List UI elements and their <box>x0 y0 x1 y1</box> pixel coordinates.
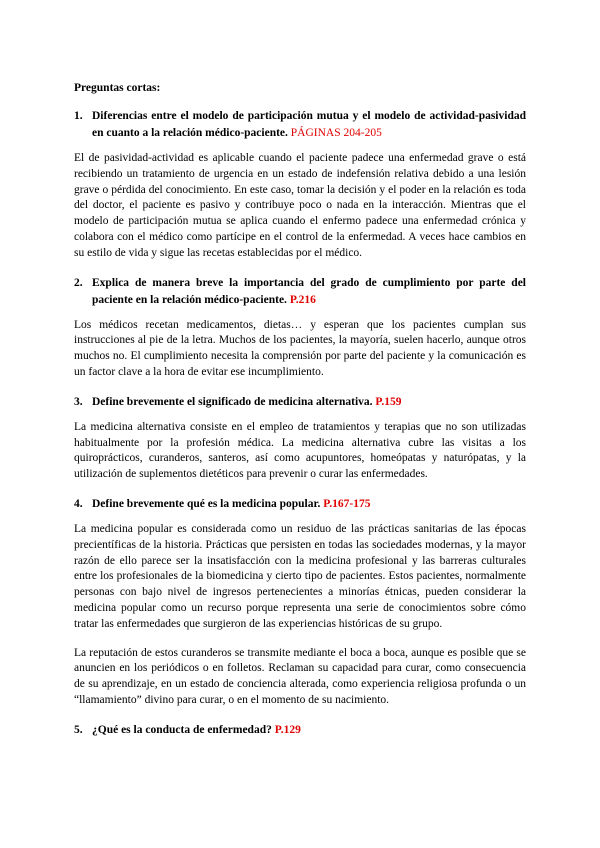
question-text <box>92 496 526 513</box>
page-reference: P.129 <box>274 723 301 736</box>
question-1 <box>74 108 526 142</box>
answer-1-paragraph: El de pasividad-actividad es aplicable cuando el paciente padece una enfermedad grave o está recibiendo un tratamiento de urgencia en un estado de indefensión relativa debido a una lesión grave o pérdida del conocimiento. En este caso, tomar la decisión y el poder en la relación es toda del doctor, el paciente es pasivo y contribuye poco o nada en la interacción. Mientras que el modelo de participación mutua se aplica cuando el enfermo padece una enfermedad crónica y colabora con el médico como partícipe en el control de la enfermedad. A veces hace cambios en su estilo de vida y sigue las recetas establecidas por el médico. <box>74 152 526 259</box>
answer-4-paragraph-1: La medicina popular es considerada como un residuo de las prácticas sanitarias de las épocas precientíficas de la historia. Prácticas que persisten en todas las sociedades modernas, y la mayor razón de ello parece ser la insatisfacción con la medicina profesional y las barreras culturales entre los profesionales de la biomedicina y cierto tipo de pacientes. Estos pacientes, normalmente personas con bajo nivel de ingresos pertenecientes a minorías étnicas, pueden considerar la medicina popular como un recurso porque representa una serie de conocimientos sobre cómo tratar las enfermedades que surgieron de las experiencias históricas de su grupo. <box>74 522 526 630</box>
question-5 <box>74 722 526 739</box>
question-text <box>92 275 526 309</box>
question-number: 2. <box>74 276 83 289</box>
question-text <box>92 394 526 411</box>
section-heading: Preguntas cortas: <box>74 82 161 94</box>
question-3-text: Define brevemente el significado de medicina alternativa. <box>92 395 373 408</box>
answer-3-paragraph: La medicina alternativa consiste en el empleo de tratamientos y terapias que no son utilizadas habitualmente por la profesión médica. La medicina alternativa cubre las visitas a los quiroprácticos, curanderos, santeros, así como acupuntores, homeópatas y naturópatas, y la utilización de suplementos dietéticos para prevenir o curar las enfermedades. <box>74 420 526 481</box>
page-reference: PÁGINAS 204-205 <box>290 127 382 139</box>
question-text <box>92 722 526 739</box>
question-1-text: Diferencias entre el modelo de participación mutua y el modelo de actividad-pasividad en cuanto a la relación médico-paciente. <box>92 110 526 139</box>
question-3 <box>74 394 526 411</box>
question-number: 3. <box>74 395 83 408</box>
answer-4-paragraph-2: La reputación de estos curanderos se transmite mediante el boca a boca, aunque es posible que se anuncien en los periódicos o en folletos. Reclaman su capacidad para curar, como consecuencia de su aprendizaje, en un estado de conciencia alterada, como experiencia religiosa profunda o un “llamamiento” divino para curar, o en el momento de su nacimiento. <box>74 646 526 706</box>
question-4 <box>74 496 526 513</box>
answer-2-paragraph: Los médicos recetan medicamentos, dietas… y esperan que los pacientes cumplan sus instrucciones al pie de la letra. Muchos de los pacientes, la mayoría, suelen hacerlo, aunque otros muchos no. El cumplimiento necesita la comprensión por parte del paciente y la comunicación es un factor clave a la hora de evitar ese incumplimiento. <box>74 318 526 378</box>
question-number: 5. <box>74 723 83 736</box>
page-reference: P.216 <box>289 293 316 306</box>
question-text <box>92 108 526 142</box>
question-4-text: Define brevemente qué es la medicina popular. <box>92 497 321 510</box>
page-reference: P.167-175 <box>323 497 371 510</box>
question-number: 4. <box>74 497 83 510</box>
question-number: 1. <box>74 110 83 122</box>
question-5-text: ¿Qué es la conducta de enfermedad? <box>92 723 272 736</box>
question-2-text: Explica de manera breve la importancia del grado de cumplimiento por parte del paciente en la relación médico-paciente. <box>92 276 526 306</box>
page-reference: P.159 <box>375 395 402 408</box>
question-2 <box>74 275 526 309</box>
